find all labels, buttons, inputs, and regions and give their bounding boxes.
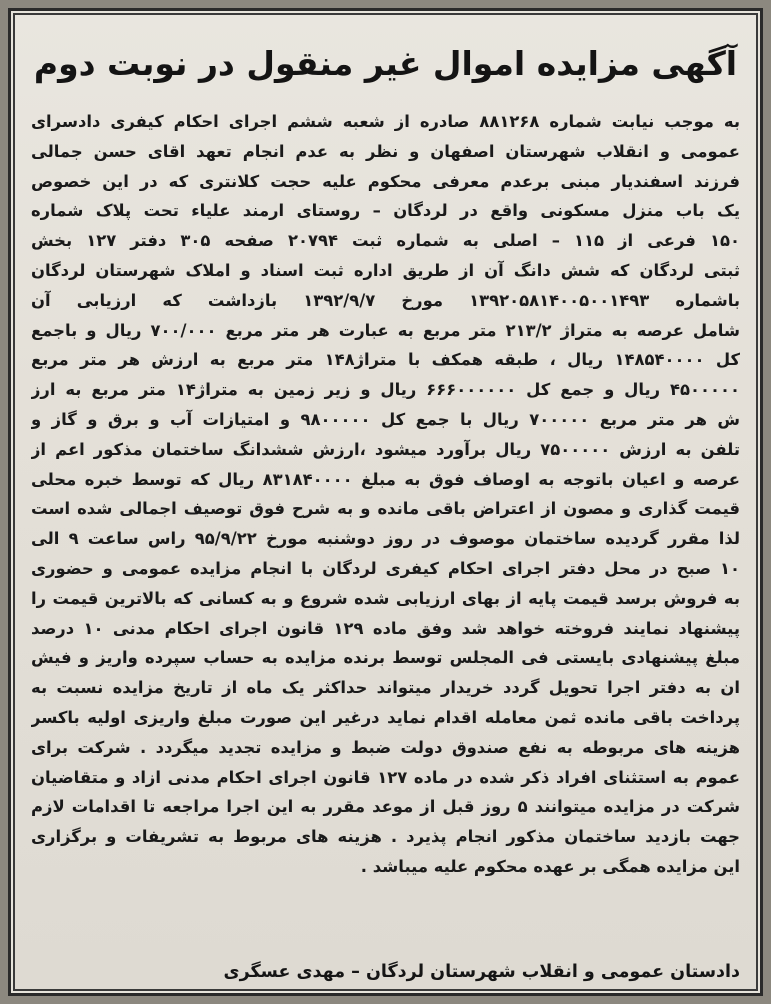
notice-line: ۱۵۰ فرعی از ۱۱۵ – اصلی به شماره ثبت ۲۰۷۹۴ صفحه ۳۰۵ دفتر ۱۲۷ بخش — [31, 231, 740, 251]
notice-line: یک باب منزل مسکونی واقع در لردگان – روستای ارمند علیاء تحت پلاک شماره — [31, 201, 740, 221]
notice-line: عرصه و اعیان باتوجه به اوصاف فوق به مبلغ ۸۳۱۸۴۰۰۰۰ ریال که توسط خبره محلی — [31, 469, 740, 489]
notice-line: عموم به استثنای افراد ذکر شده در ماده ۱۲۷ قانون اجرای احکام مدنی ازاد و متقاضیان — [31, 767, 740, 787]
notice-line: این مزایده همگی بر عهده محکوم علیه میباشد . — [360, 856, 740, 876]
notice-line: پیشنهاد نمایند فروخته خواهد شد وفق ماده ۱۲۹ قانون اجرای احکام مدنی ۱۰ درصد — [31, 618, 740, 638]
notice-line: هزینه های مربوطه به نفع صندوق دولت ضبط و مزایده تجدید میگردد . شرکت برای — [31, 737, 740, 757]
notice-line: لذا مقرر گردیده ساختمان موصوف در روز دوشنبه مورخ ۹۵/۹/۲۲ راس ساعت ۹ الی — [31, 529, 740, 549]
notice-line: کل ۱۴۸۵۴۰۰۰۰ ریال ، طبقه همکف با متراژ۱۴۸ متر مربع به ارزش هر متر مربع — [31, 350, 740, 370]
notice-body — [31, 107, 740, 947]
notice-line: ۱۰ صبح در محل دفتر اجرای احکام کیفری لردگان با انجام مزایده عمومی و حضوری — [31, 558, 740, 578]
notice-line: پرداخت باقی مانده ثمن معامله اقدام نماید درغیر این صورت مبلغ واریزی اولیه باکسر — [31, 707, 740, 727]
notice-signature: دادستان عمومی و انقلاب شهرستان لردگان – مهدی عسگری — [223, 962, 740, 982]
notice-line: شامل عرصه به متراژ ۲۱۳/۲ متر مربع به عبارت هر متر مربع ۷۰۰/۰۰۰ ریال و باجمع — [31, 320, 740, 340]
notice-line: به موجب نیابت شماره ۸۸۱۲۶۸ صادره از شعبه ششم اجرای احکام کیفری دادسرای — [31, 112, 740, 131]
notice-line: شرکت در مزایده میتوانند ۵ روز قبل از موعد مقرر به این اجرا مراجعه تا اقدامات لازم — [31, 797, 740, 817]
notice-line: تلفن به ارزش ۷۵۰۰۰۰۰ ریال برآورد میشود ،ارزش ششدانگ ساختمان مذکور اعم از — [31, 439, 740, 459]
notice-paper — [8, 8, 763, 996]
notice-line: ش هر متر مربع ۷۰۰۰۰۰ ریال با جمع کل ۹۸۰۰۰۰۰ و امتیازات آب و برق و گاز و — [31, 409, 740, 429]
notice-line: فرزند اسفندیار مبنی برعدم معرفی محکوم علیه حجت کلانتری که در این خصوص — [31, 171, 740, 191]
notice-title: آگهی مزایده اموال غیر منقول در نوبت دوم — [33, 43, 738, 83]
notice-line: قیمت گذاری و مصون از اعتراض باقی مانده و به شرح فوق توصیف اجمالی شده است — [31, 499, 740, 519]
notice-line: ثبتی لردگان که شش دانگ آن از طریق اداره ثبت اسناد و املاک شهرستان لردگان — [31, 260, 740, 280]
notice-line: باشماره ۱۳۹۲۰۵۸۱۴۰۰۵۰۰۱۴۹۳ مورخ ۱۳۹۲/۹/۷ بازداشت که ارزیابی آن — [31, 290, 740, 310]
notice-line: به فروش برسد قیمت پایه از بهای ارزیابی شده شروع و به کسانی که بالاترین قیمت را — [31, 588, 740, 608]
notice-line: ۴۵۰۰۰۰۰ ریال و جمع کل ۶۶۶۰۰۰۰۰۰ ریال و زیر زمین به متراژ۱۴ متر مربع به ارز — [31, 380, 740, 400]
notice-line: ان به دفتر اجرا تحویل گردد خریدار میتواند حداکثر یک ماه از تاریخ مزایده نسبت به — [31, 678, 740, 698]
notice-line: عمومی و انقلاب شهرستان اصفهان و نظر به عدم انجام تعهد اقای حسن جمالی — [31, 141, 740, 161]
notice-line: مبلغ پیشنهادی بایستی فی المجلس توسط برنده مزایده به حساب سپرده واریز و فیش — [31, 648, 740, 668]
notice-line: جهت بازدید ساختمان مذکور انجام پذیرد . هزینه های مربوط به تشریفات و برگزاری — [31, 827, 740, 847]
